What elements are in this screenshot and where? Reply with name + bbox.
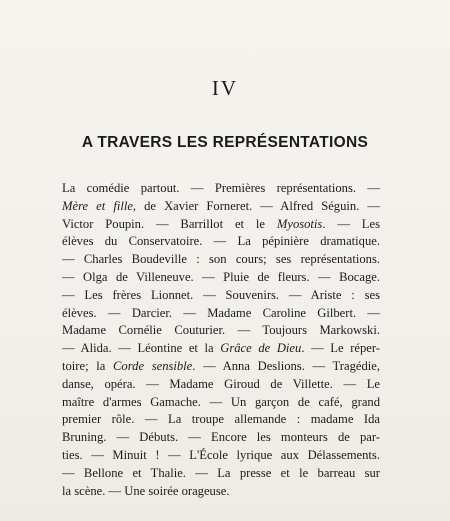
summary-text: . — Anna Deslions. — Tragédie, [192,358,380,373]
italic-title-text: Grâce de Dieu [220,341,302,356]
italic-title-text: Corde sensible [113,358,193,373]
summary-text: ties. — Minuit ! — L'École lyrique aux Délassements. [62,447,380,462]
summary-line [62,376,380,394]
summary-text: , de Xavier Forneret. — Alfred Séguin. — [132,198,380,213]
chapter-summary [62,180,380,500]
summary-text: — Alida. — Léontine et la [62,341,221,356]
summary-text: toire; la [62,358,114,373]
summary-text: . — Le réper- [301,341,381,356]
summary-text: Victor Poupin. — Barrillot et le [62,216,277,231]
summary-line [62,233,380,251]
summary-text: . — Les [322,216,380,231]
summary-text: élèves du Conservatoire. — La pépinière dramatique. [62,234,380,249]
summary-line [62,483,380,501]
italic-title-text: Myosotis [276,216,323,231]
summary-line [62,305,380,323]
summary-line [62,251,380,269]
summary-text: danse, opéra. — Madame Giroud de Villette. — Le [62,376,380,391]
summary-text: Madame Cornélie Couturier. — Toujours Markowski. [62,323,380,338]
italic-title-text: Mère et fille [62,198,133,213]
summary-line [62,216,380,234]
summary-line [62,358,380,376]
summary-line [62,465,380,483]
summary-line [62,287,380,305]
chapter-number: IV [211,76,239,100]
summary-text: la scène. — Une soirée orageuse. [62,483,230,498]
summary-text: — Bellone et Thalie. — La presse et le barreau sur [62,465,380,480]
summary-text: Bruning. — Débuts. — Encore les monteurs de par- [62,430,380,445]
summary-line [62,411,380,429]
summary-line [62,269,380,287]
summary-text: élèves. — Darcier. — Madame Caroline Gilbert. — [62,305,380,320]
summary-line [62,394,380,412]
summary-text: — Charles Boudeville : son cours; ses représentations. [62,252,380,267]
summary-line [62,340,380,358]
chapter-title: A TRAVERS LES REPRÉSENTATIONS [81,134,369,151]
summary-line [62,322,380,340]
summary-text: premier rôle. — La troupe allemande : madame Ida [62,412,380,427]
summary-text: maître d'armes Gamache. — Un garçon de café, grand [62,394,380,409]
summary-line [62,429,380,447]
summary-line [62,198,380,216]
summary-text: — Les frères Lionnet. — Souvenirs. — Ariste : ses [62,287,380,302]
summary-text: La comédie partout. — Premières représentations. — [62,181,380,195]
summary-line [62,180,380,198]
summary-text: — Olga de Villeneuve. — Pluie de fleurs. — Bocage. [62,269,380,284]
summary-line [62,447,380,465]
